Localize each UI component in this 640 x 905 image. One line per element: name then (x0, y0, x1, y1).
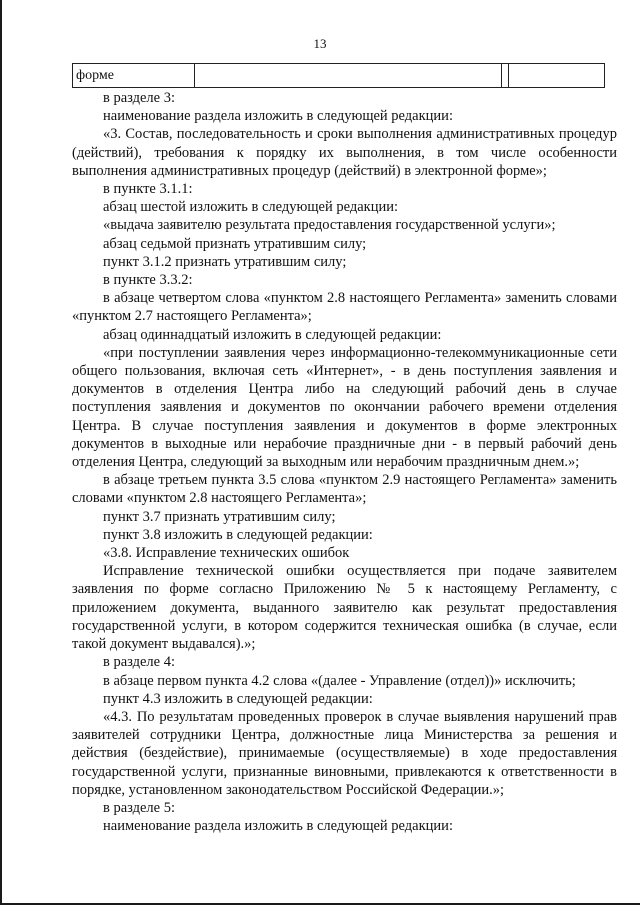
table-cell (195, 64, 502, 88)
table-fragment (72, 63, 605, 88)
paragraph: Исправление технической ошибки осуществляется при подаче заявителем заявления по форме согласно Приложению № 5 к настоящему Регламенту, с приложением документа, выданного заявителю как результат предоставления государственной услуги, в котором содержится техническая ошибка (в случае, если такой документ выдавался).»; (72, 563, 617, 653)
table-cell: форме (73, 64, 195, 88)
paragraph: в абзаце первом пункта 4.2 слова «(далее - Управление (отдел))» исключить; (103, 672, 576, 689)
paragraph: пункт 3.8 изложить в следующей редакции: (103, 526, 373, 543)
paragraph: пункт 4.3 изложить в следующей редакции: (103, 690, 373, 707)
scan-left-edge (0, 0, 2, 905)
table-cell (509, 64, 605, 88)
paragraph: «4.3. По результатам проведенных проверок в случае выявления нарушений прав заявителей сотрудники Центра, должностные лица Министерства за решения и действия (бездействие), принимаемые (осуществляемые) в ходе предоставления государственной услуги, признанные виновными, привлекаются к ответственности в порядке, установленном законодательством Российской Федерации.»; (72, 708, 617, 798)
page-number: 13 (313, 36, 327, 51)
paragraph: в абзаце третьем пункта 3.5 слова «пунктом 2.9 настоящего Регламента» заменить словами «пунктом 2.8 настоящего Регламента»; (72, 472, 617, 507)
paragraph: абзац седьмой признать утратившим силу; (103, 235, 367, 252)
paragraph: наименование раздела изложить в следующей редакции: (103, 818, 453, 835)
paragraph: «3. Состав, последовательность и сроки выполнения административных процедур (действий), требования к порядку их выполнения, в том числе особенности выполнения административных процедур (действий) в электронной форме»; (72, 126, 617, 179)
paragraph: наименование раздела изложить в следующей редакции: (103, 108, 453, 125)
paragraph: в пункте 3.1.1: (103, 181, 193, 198)
paragraph: пункт 3.1.2 признать утратившим силу; (103, 253, 347, 270)
paragraph: в разделе 3: (103, 90, 176, 106)
paragraph: «3.8. Исправление технических ошибок (103, 545, 350, 562)
paragraph: пункт 3.7 признать утратившим силу; (103, 508, 336, 525)
paragraph: «выдача заявителю результата предоставления государственной услуги»; (103, 217, 556, 234)
paragraph: в пункте 3.3.2: (103, 272, 193, 289)
paragraph: «при поступлении заявления через информационно-телекоммуникационные сети общего пользования, включая сеть «Интернет», - в день поступления заявления и документов в отделения Центра либо на следующий рабочий день в случае поступления заявления и документов по окончании рабочего времени отделения Центра. В случае поступления заявления и документов в форме электронных документов в выходные или нерабочие праздничные дни - в первый рабочий день отделения Центра, следующий за выходным или нерабочим праздничным днем.»; (72, 344, 617, 471)
document-body (72, 89, 617, 835)
paragraph: в разделе 5: (103, 799, 176, 816)
paragraph: абзац шестой изложить в следующей редакции: (103, 199, 398, 216)
paragraph: в разделе 4: (103, 654, 176, 671)
paragraph: в абзаце четвертом слова «пунктом 2.8 настоящего Регламента» заменить словами «пунктом 2.7 настоящего Регламента»; (72, 290, 617, 325)
table-cell (502, 64, 509, 88)
paragraph: абзац одиннадцатый изложить в следующей редакции: (103, 326, 442, 343)
table-row (73, 64, 605, 88)
